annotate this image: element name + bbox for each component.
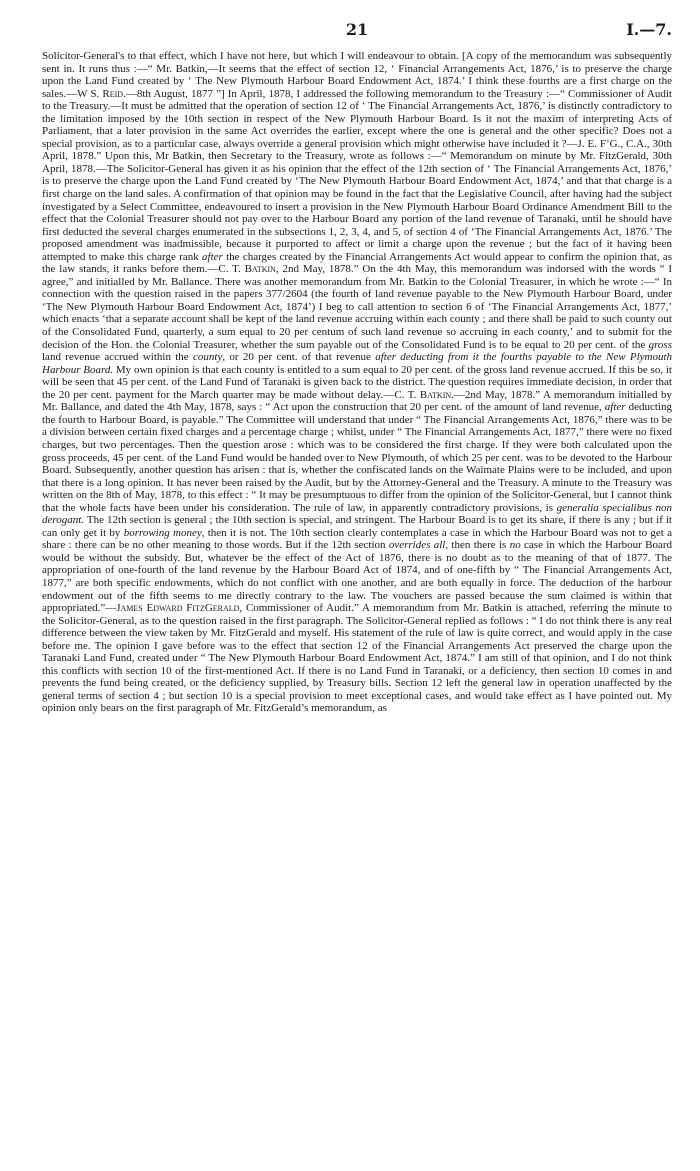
page-number: 21	[345, 20, 369, 39]
text-run: My own opinion is that each county is entitled to a sum equal to 20 per cent. of the gross land revenue accrued. If this be so, it will be seen that 45 per cent. of the Land Fund of Taranaki is given back to the district. The question requires immediate decision, in order that the 20 per cent. payment for the March quarter may be made without delay.—C. T.	[42, 363, 672, 401]
body-paragraph	[42, 50, 672, 715]
emphasis-text: borrowing money	[123, 526, 202, 539]
text-run: , or 20 per cent. of that revenue	[222, 351, 376, 364]
signature-name: Batkin	[419, 388, 452, 401]
text-run: , 2nd May, 1878.” On the 4th May, this memorandum was indorsed with the words “ I agree,” and initialled by Mr. Ballance. There was another memorandum from Mr. Batkin to the Colonial Treasurer, in which he wrote :—“ In connection with the question raised in the papers 377/2604 (the fourth of land revenue payable to the New Plymouth Harbour Board, under ‘The New Plymouth Harbour Board Endowment Act, 1874’) I beg to call attention to section 6 of ‘The Financial Arrangements Act, 1877,’ which enacts ‘that a separate account shall be kept of the land revenue accruing within each county ; and there shall be paid to such county out of the Consolidated Fund, quarterly, a sum equal to 20 per centum of such land revenue so accruing in each county,’ and to submit for the decision of the Hon. the Colonial Treasurer, whether the sum payable out of the Consolidated Fund is to be equal to 20 per cent. of the	[42, 263, 673, 351]
text-run: The 12th section is general ; the 10th section is special, and stringent. The Harbour Board is to get its share, if there is any ; but if it can only get it by	[42, 514, 672, 539]
text-run: , Commissioner of Audit.” A memorandum from Mr. Batkin is attached, referring the minute to the Solicitor-General, as to the question raised in the first paragraph. The Solicitor-General replied as follows : “ I do not think there is any real difference between the view taken by Mr. FitzGerald and myself. His statement of the rule of law is quite correct, and would apply in the case before me. The opinion I gave before was to the effect that section 12 of the Financial Arrangements Act preserved the charge upon the Taranaki Land Fund, created under “ The New Plymouth Harbour Board Endowment Act, 1874.” I am still of that opinion, and I do not think this conflicts with section 10 of the first-mentioned Act. If there is no Land Fund in Taranaki, or a deficiency, then section 10 comes in and prevents the fund being created, or the deficiency supplied, by Treasury bills. Section 12 left the general law in operation unaffected by the general terms of section 4 ; but section 10 is a special provision to meet exceptional cases, and would take effect as I have pointed out. My opinion only bears on the first paragraph of Mr. FitzGerald’s memorandum, as	[42, 602, 672, 715]
text-run: deducting the fourth to Harbour Board, is payable.” The Committee will understand that under “ The Financial Arrangements Act, 1876,” there was to be a division between certain fixed charges and a percentage charge ; whilst, under “ The Financial Arrangements Act, 1877,” there were no fixed charges, but two percentages. Then the question arose : which was to be considered the first charge. If they were both calculated upon the gross proceeds, 45 per cent. of the Land Fund would be handed over to New Plymouth, of which 25 per cent. was to be devoted to the Harbour Board. Subsequently, another question has arisen : that is, whether the confiscated lands on the Waimate Plains were to be included, and upon that there is a long opinion. It has never been raised by the Audit, but by the Attorney-General and the Treasury. A minute to the Treasury was written on the 8th of May, 1878, to this effect : “ It may be presumptuous to differ from the opinion of the Solicitor-General, but I cannot think that the whole facts have been under his consideration. The rule of law, in apparently contradictory provisions, is	[42, 401, 672, 514]
emphasis-text: generalia specialibus non derogant.	[42, 501, 672, 527]
text-run: Solicitor-General's to that effect, which I have not here, but which I will endeavour to obtain. [A copy of the memorandum was subsequently sent in. It runs thus :—“ Mr. Batkin,—It seems that the effect of section 12, ‘ Financial Arrangements Act, 1876,’ is to preserve the charge upon the Land Fund created by ‘ The New Plymouth Harbour Board Endowment Act, 1874.’ I think these fourths are a first charge on the sales.—W S.	[42, 50, 672, 100]
text-run: .—2nd May, 1878.” A memorandum initialled by Mr. Ballance, and dated the 4th May, 1878, says : “ Act upon the construction that 20 per cent. of the amount of land revenue,	[42, 388, 673, 414]
text-run: , then it is not. The 10th section clearly contemplates a case in which the Harbour Board was not to get a share : there can be no other meaning to those words. But if the 12th section	[42, 526, 673, 552]
emphasis-text: county	[193, 351, 223, 364]
emphasis-text: after deducting from it the fourths payable to the New Plymouth Harbour Board.	[42, 351, 673, 376]
signature-name: Batkin	[244, 263, 276, 276]
text-run: .—8th August, 1877 ”] In April, 1878, I addressed the following memorandum to the Treasury :—“ Commissioner of Audit to the Treasury.—It must be admitted that the operation of section 12 of ‘ The Financial Arrangements Act, 1876,’ is distinctly contradictory to the limitation imposed by the 10th section in respect of the New Plymouth Harbour Board. Is it not the maxim of interpreting Acts of Parliament, that a later provision in the same Act overrides the earlier, except where the one is general and the other specific? Does not a special provision, as to a particular case, always override a general provision which might otherwise have included it ?—J. E. F’G., C.A., 30th April, 1878.” Upon this, Mr Batkin, then Secretary to the Treasury, wrote as follows :—“ Memorandum on minute by Mr. FitzGerald, 30th April, 1878.—The Solicitor-General has given it as his opinion that the effect of the 12th section of ‘ The Financial Arrangements Act, 1876,’ is to preserve the charge upon the Land Fund created by ‘The New Plymouth Harbour Board Endowment Act, 1874,’ and that that charge is a first charge on the land sales. A confirmation of that opinion may be found in the fact that the Legislative Council, after having had the subject investigated by a Select Committee, endeavoured to insert a provision in the New Plymouth Harbour Board Ordinance Amendment Bill to the effect that the Colonial Treasurer should not pay over to the Harbour Board any portion of the land revenue of Taranaki, until he should have first deducted the several charges enumerated in the subsections 1, 2, 3, 4, and 5, of section 4 of ‘The Financial Arrangements Act, 1876.’ The proposed amendment was inadmissible, because it purported to affect or limit a charge upon the revenue ; but the fact of it having been attempted to make this charge rank	[42, 87, 672, 263]
emphasis-text: no	[509, 539, 521, 552]
emphasis-text: gross	[648, 338, 672, 351]
text-run: case in which the Harbour Board would be without the subsidy. But, whatever be the effect of the Act of 1876, there is no doubt as to the meaning of that of 1877. The appropriation of one-fourth of the land revenue by the Harbour Board Act of 1874, and of one-fifth by “ The Financial Arrangements Act, 1877,” are both specific endowments, which do not conflict with one another, and are both equally in force. The deduction of the harbour endowment out of the fifth seems to me directly contrary to the law. The vouchers are passed because the sum claimed is within that appropriated.”—	[42, 539, 673, 615]
text-run: the charges created by the Financial Arrangements Act would appear to confirm the opinion that, as the law stands, it ranks before them.—C. T.	[42, 250, 672, 276]
signature-name: Reid	[102, 87, 124, 100]
document-reference: I.—7.	[626, 20, 672, 39]
emphasis-text: after	[202, 250, 223, 263]
signature-name: James Edward FitzGerald	[116, 602, 240, 615]
page-header	[42, 20, 672, 44]
text-run: , then there is	[445, 539, 510, 552]
text-run: land revenue accrued within the	[42, 351, 193, 364]
emphasis-text: overrides all	[388, 539, 446, 552]
emphasis-text: after	[604, 401, 626, 414]
